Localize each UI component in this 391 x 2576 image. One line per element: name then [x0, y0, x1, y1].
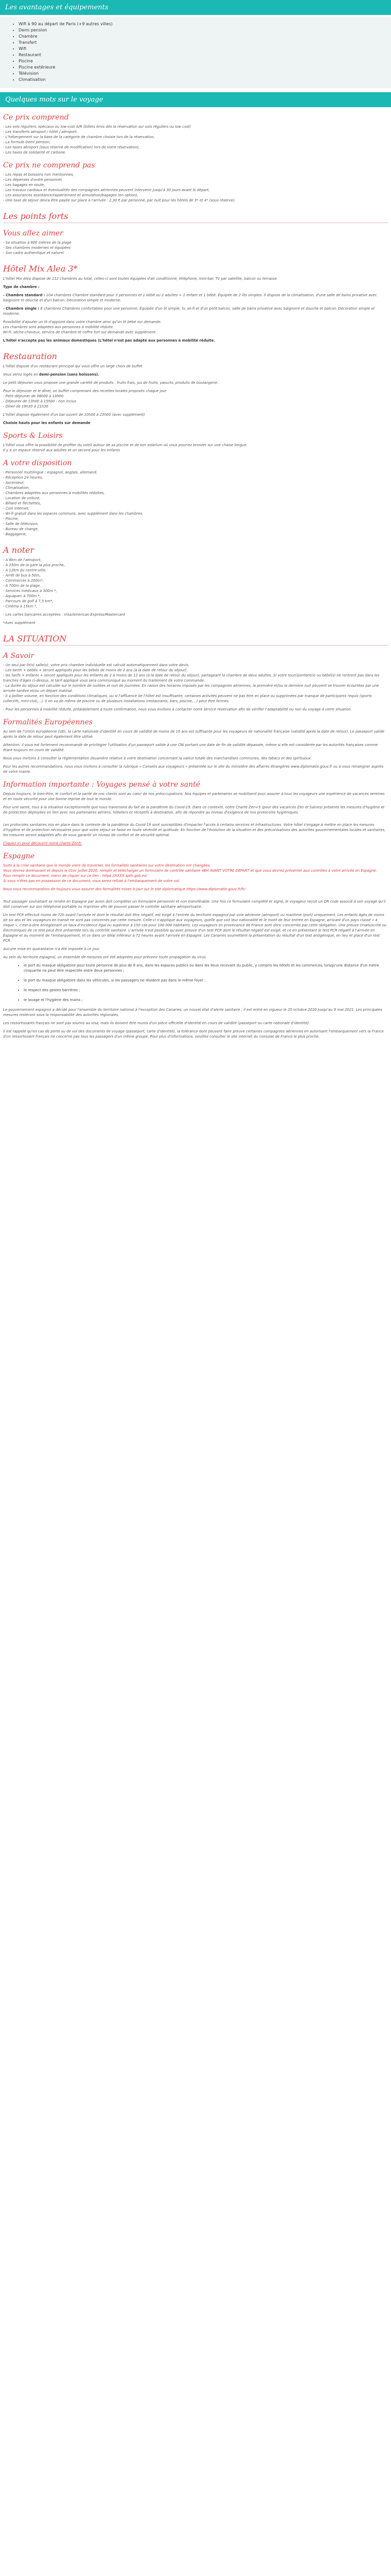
savoir-mobility: - Pour les personnes à mobilité réduite, préalablement à toute confirmation, nous vous invitons à contacter notre service réservation afin de vérifier l'adaptabilité ou non du voyage à votre situation.	[3, 707, 352, 711]
hotel-title: Hôtel Mix Alea 3*	[3, 264, 78, 274]
restauration-hours: Pour le déjeuner et le dîner, un buffet comprenant des recettes locales proposés chaque jour - Petit déjeuner de 08h00 à 10h00 - Déjeuner de 13h00 à 15h00 - non inclus - Dîner de 19h30 à 21h30	[3, 389, 167, 409]
savoir-text: - Un seul par lit(s) salle(s), votre prix chambre individuelle est calculé automatiquement dans votre devis. - Les berth + bébés + seront appliqués pour les bébés de moins de 2 ans (à la date de retour du séjour). - les tarifs + enfants + seront appliqués pour les enfants de 2 à moins de 12 ans (à la date de retour du séjour), partageant la chambre de deux adultes. Si votre tour(s)enfant(s) ou bébé(s) ne rentrent pas dans les tranches d'âges ci-dessus, le tarif appliqué vous sera communiqué au moment du traitement de votre commande. - La durée du séjour est calculée sur le nombre de nuitées et non de journées. En raison des horaires imposés par les compagnies aériennes, la première et/ou la dernière nuit peuvent se trouver écourtées par une arrivée tardive et/ou un départ matinal. - Il a boîtier volume, en fonction des conditions climatiques, ou si l'affluence de l'hôtel est insuffisante, certaines activités peuvent ne pas être en place ou supprimées par manque de participants requis (sports collectifs, mini-club,...). Il en va de même de piscine ou de plusieurs installations (restaurants, bars, piscine,...) peut être fermés.	[3, 663, 380, 703]
room-double: - Chambre standard : 104 chambres Chambre standard pour 3 personnes et 1 bébé ou 2 adultes + 1 enfant et 1 bébé. Équipée de 2 lits simples. Il dispose de la climatisation, d'une salle de bains privative avec baignoire et douche et d'un balcon. Décoration simple et moderne.	[3, 293, 377, 302]
advantages-list	[7, 21, 384, 83]
restauration-children: Choisie hauts pour les enfants sur demande	[3, 421, 91, 425]
formalites-p2: Attention: il vous est fortement recommandé de privilégier l'utilisation d'un passeport valide à une CNI portant une date de fin de validité dépassée, même si elle est considérée par les autorités françaises comme étant toujours en cours de validité.	[3, 743, 378, 752]
advantages-box	[0, 17, 391, 88]
espagne-measures	[3, 963, 388, 1003]
advantage-item: • Télévision	[19, 71, 384, 77]
espagne-p1: Tout passager souhaitant se rendre en Espagne par avion doit compléter un formulaire personnel et non transférable. Une fois ce formulaire complété et signé, le voyageur reçoit un QR code associé à son voyage qu'il doit conserver sur son téléphone portable ou imprimer afin de pouvoir passer le contrôle sanitaire aéroportuaire.	[3, 900, 386, 909]
restauration-title: Restauration	[3, 351, 57, 361]
espagne-notice: Suite à la crise sanitaire que le monde vient de traverser, les formalités sanitaires sur votre destination ont changées. Vous devrez dorénavant et depuis le 01er juillet 2020, remplir et télécharger un formulaire de contrôle sanitaire 48H AVANT VOTRE DÉPART et que vous devrez présenter aux contrôles à votre arrivée en Espagne. Pour remplir ce document, merci de cliquer sur ce lien : https://XXXX.spth.gob.es/ Si vous n'êtes pas en possession de ce document, vous serez refusé à l'embarquement de votre vol.	[3, 863, 377, 883]
advantages-banner: Les avantages et équipements	[0, 0, 391, 15]
vous-allez-aimer-text: - Sa situation à 600 mètres de la plage - Ses chambres modernes et équipées - Son cadre authentique et naturel	[3, 241, 72, 255]
espagne-formalites: Nous vous recommandons de toujours vous assurer des formalités mises à jour sur le site diplomatique https://www.diplomatie.gouv.fr/fr/	[3, 887, 246, 891]
advantage-item: • Piscine extérieure	[19, 64, 384, 71]
info-banner: Quelques mots sur le voyage	[0, 92, 391, 107]
room-single: - Chambre single : 8 chambres Chambres confortables pour une personne. Équipée d'un lit simple, tv, wi-fi et d'un petit balcon, salle de bains privative avec baignoire et douche et balcon. Décoration simple et moderne.	[3, 307, 375, 316]
advantage-item: • Restaurant	[19, 52, 384, 58]
covid-title: Information importante : Voyages pensé à votre santé	[3, 781, 201, 789]
espagne-p2: Un test PCR effectué moins de 72h avant l'arrivée et dont le résultat doit être négatif, est exigé à l'entrée du territoire espagnol par voie aérienne (aéroport) ou maritime (port) uniquement. Les enfants âgés de moins de six ans et les voyageurs en transit ne sont pas concernés par cette mesure. Celle-ci s'applique aux voyageurs, quelle que soit leur nationalité et le motif de leur entrée en Espagne, arrivant d'un pays classé « à risque », c'est-à-dire enregistrant un taux d'incidence égal ou supérieur à 150 cas pour 100 000 habitants. Les voyageurs en provenance de France sont donc concernés par cette obligation. Une preuve (manuscrite ou électronique) de ce test peut être présentée lors du contrôle sanitaire. L'arrivée n'est possible qu'avec preuve d'un test PCR dont le résultat négatif est exigé, et ce en présentant le test PCR négatif à l'arrivée en Espagne et au moment de l'embarquement, et ce dans un délai inférieur à 72 heures avant l'arrivée en Espagne. Les Canaries soumettent la présentation du résultat d'un test antigénique, en lieu et place d'un test PCR.	[3, 913, 387, 943]
restauration-bar: L'hôtel dispose également d'un bar ouvert de 10h00 à 23h00 (avec supplément)	[3, 413, 145, 417]
price-includes-text: - Les vols réguliers, spéciaux ou low-cost A/R (billets émis dès la réservation sur vols réguliers ou low cost) - Les transferts aéroport / hôtel / aéroport, - L'hébergement sur la base de la catégorie de chambre choisie lors de la réservation, - La formule Demi pension, - Les taxes aéroport (sous réserve de modification) lors de votre réservation), - Les taxes de solidarité et carbone.	[3, 125, 191, 155]
room-type-label: Type de chambre :	[3, 285, 40, 289]
final-p1: Le gouvernement espagnol a décidé pour l'ensemble du territoire national à l'exception des Canaries, un nouvel état d'alerte sanitaire ; il est entré en vigueur le 25 octobre 2020 jusqu'au 9 mai 2021. Les principales mesures resteront sous la responsabilité des autorités régionales.	[3, 1008, 382, 1017]
situation-title: LA SITUATION	[3, 634, 388, 646]
main-content	[0, 113, 391, 1039]
advantage-item: • Wifi	[19, 46, 384, 52]
advantage-item: • Piscine	[19, 58, 384, 64]
restauration-line1: L'hôtel dispose d'un restaurant principal qui vous offre un large choix de buffet	[3, 364, 142, 368]
espagne-p3: Aucune mise en quarantaine n'a été imposée à ce jour.	[3, 947, 100, 951]
restauration-line3: Le petit déjeuner vous propose une grande variété de produits : fruits frais, jus de fruits, yaourts, produits de boulangerie.	[3, 381, 219, 385]
final-p2: Les ressortissants français ne sont pas soumis au visa, mais ils doivent être munis d'un pièce officielle d'identité en cours de validité (passeport ou carte nationale d'identité).	[3, 1021, 310, 1025]
advantage-item: • Transfert	[19, 40, 384, 46]
advantage-item: • Demi pension	[19, 27, 384, 33]
measure-item: • le lavage et l'hygiène des mains ;	[24, 997, 388, 1003]
vous-allez-aimer-title: Vous allez aimer	[3, 229, 63, 238]
page	[0, 0, 391, 1039]
measure-item: • le port du masque obligatoire dans les véhicules, si les passagers ne résident pas dans le même foyer ;	[24, 978, 388, 983]
points-forts-title: Les points forts	[3, 211, 388, 223]
sports-title: Sports & Loisirs	[3, 432, 63, 440]
a-noter-cards: - Les cartes bancaires acceptées : Visa/American Express/Mastercard	[3, 613, 125, 617]
a-noter-title: A noter	[3, 545, 35, 555]
covid-p1: Depuis toujours, le bien-être, le confort et la santé de nos clients sont au cœur de nos préoccupations. Nos équipes et partenaires se mobilisent pour assurer à tous les voyageurs une expérience de vacances sereines et en toute sécurité pour une bonne reprise de tout le monde.	[3, 792, 385, 801]
formalites-title: Formalités Européennes	[3, 718, 93, 726]
a-noter-text: - A 8km de l'aéroport, - A 250m de la gare la plus proche, - A 12km du centre-ville, - Arrêt de bus à 50m, - Commerces à 200m*, - A 700m de la plage, - Services médicaux à 300m *, - Aquaparc à 700m *, - Parcours de golf à 7,5 km*, - Cinéma à 15km *,	[3, 558, 65, 608]
a-noter-approx: *Avec supplément	[3, 621, 36, 625]
disposition-title: A votre disposition	[3, 459, 72, 467]
espagne-p4: Au sein du territoire espagnol, un ensemble de mesures ont été adoptées pour prévenir toute propagation du virus	[3, 955, 206, 959]
hotel-intro: L'hôtel Mix Alea dispose de 112 chambres au total, celles-ci sont toutes équipées d'air conditionné, téléphone, mini-bar, TV par satellite, balcon ou terrasse.	[3, 277, 278, 281]
measure-item: • le respect des gestes barrières ;	[24, 988, 388, 993]
final-p3: Il est rappelé qu'en cas de perte ou de vol des documents de voyage (passeport, carte d'identité), la tolérance dont peuvent faire preuve certaines compagnies aériennes en autorisant l'embarquement vers la France d'un ressortissant français ne concerne pas tous les passagers d'un même groupe. Pour plus d'informations, veuillez consulter le site internet du consulat de France le plus proche.	[3, 1029, 384, 1039]
espagne-title: Espagne	[3, 852, 35, 860]
disposition-text: - Personnel multilingue ; espagnol, anglais, allemand, - Réception 24 heures, - Ascenseur, - Climatisation, - Chambres adaptées aux personnes à mobilités réduites, - Location de voiture, - Billard et fléchettes, - Coin Internet, - Wi-fi gratuit dans les espaces communs, avec supplément dans les chambres, - Piscine, - Salle de télévision, - Bureau de change, - Baggagerie,	[3, 470, 143, 536]
covid-p2: Pour une santé, tous à la situation exceptionnelle que nous traversons du fait de la pandémie du Covid-19. Dans ce contexte, notre Charte Zen+5 (pour des vacances Zen et Saines) présente les mesures d'hygiène et de protection déployées en lien avec nos partenaires aériens, hôteliers et réceptifs à destination, afin de répondre au niveau d'exigence de nos protocoles hygiéniques.	[3, 805, 385, 815]
price-excludes-title: Ce prix ne comprend pas	[3, 161, 95, 170]
sports-text: L'hôtel vous offre la possibilité de profiter du soleil autour de sa piscine et de son solarium où vous pourrez bronzer sur une chaise longue. Il y a un espace réservé aux adultes et un second pour les enfants	[3, 443, 248, 452]
measure-item: • le port du masque obligatoire pour toute personne de plus de 6 ans, dans les espaces publics ou dans les lieux recevant du public, y compris les hôtels et les commerces, lorsqu'une distance d'un mètre cinquante ne peut être respectée entre deux personnes ;	[24, 963, 388, 973]
savoir-title: A Savoir	[3, 652, 35, 660]
advantage-item: • Chambre	[19, 33, 384, 40]
charte-link[interactable]: Cliquez ici pour découvrir notre charte Zen5:	[3, 841, 82, 845]
price-excludes-text: - Les repas et boissons non mentionnes, - Les dépenses d'ordre personnel, - Les bagages en soute, - Les travaux cardiaux et éventualités des compagnies aériennes peuvent intervenir jusqu'à 30 jours avant le départ, - Les assurances assistance/rapatriement et annulation/bagages (en option), - Une taxe de séjour devra être payée sur place à l'arrivée : 2,30 € par personne, par nuit pour les hôtels de 3* et 4* (sous réserve).	[3, 173, 236, 202]
covid-p3: Les protocoles sanitaires mis en place dans le contexte de la pandémie du Covid-19 sont susceptibles d'impacter l'accès à certains services et infrastructures. Votre hôtel s'engage à mettre en place les mesures d'hygiène et de protection nécessaires pour que votre séjour se fasse en toute sérénité et quiétude. En fonction de l'évolution de la situation et des préconisations des autorités gouvernementales locales et sanitaires, les mesures seront adaptées afin de vous garantir un niveau de confort et de sécurité optimal.	[3, 823, 386, 837]
formalites-p4: Pour les autres recommandations, nous vous invitons à consulter la rubrique « Conseils aux voyageurs » présentée sur le site du ministère des affaires étrangères www.diplomatie.gouv.fr ou à vous renseigner auprès de votre mairie.	[3, 765, 384, 774]
room-notes: Possibilité d'ajouter un lit d'appoint dans votre chambre ainsi qu'un lit bébé sur demande. Les chambres sont adaptées aux personnes à mobilité réduite. Wi-fi, sèche-cheveux, service de chambre et coffre fort sur demande avec supplément.	[3, 320, 162, 334]
advantage-item: • Climatisation	[19, 77, 384, 83]
price-includes-title: Ce prix comprend	[3, 113, 69, 122]
advantage-item: • Wifi à 90 au départ de Paris (+9 autres villes)	[19, 21, 384, 27]
restauration-line2: Vous serez logés en demi-pension (sans boissons).	[3, 372, 100, 377]
formalites-p1: Au sein de l'Union européenne (UE), la carte nationale d'identité en cours de validité de moins de 10 ans est suffisante pour les voyageurs de nationalité française (validité après la date de retour). Le passeport valide après la date de retour peut également être utilisé.	[3, 730, 385, 739]
pets-note: L'hôtel n'accepte pas les animaux domestiques (L'hôtel n'est pas adapté aux personnes à mobilité réduite.	[3, 338, 215, 343]
formalites-p3: Nous vous invitons à consulter la réglementation douanière relative à votre destination concernant la valeur totale des marchandises communes, des tabacs et des spiritueux.	[3, 756, 312, 760]
